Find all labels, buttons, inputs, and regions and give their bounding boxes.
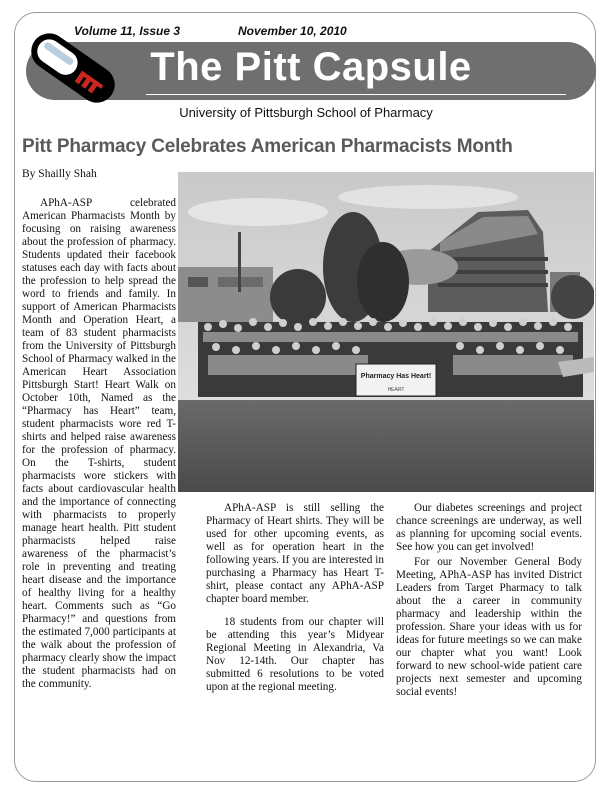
group-photo <box>178 172 594 492</box>
column-2 <box>206 502 384 694</box>
article-headline: Pitt Pharmacy Celebrates American Pharmacists Month <box>22 136 513 157</box>
article-paragraph: 18 students from our chapter will be attending this year’s Midyear Regional Meeting in Alexandria, Va Nov 12-14th. Our chapter has submitted 6 resolutions to be voted upon at the regional meeting. <box>206 616 384 693</box>
volume-issue: Volume 11, Issue 3 <box>74 24 181 38</box>
column-1 <box>22 197 176 691</box>
column-3 <box>396 502 582 699</box>
article-byline: By Shailly Shah <box>22 168 97 180</box>
newsletter-title: The Pitt Capsule <box>150 45 472 89</box>
article-paragraph: APhA-ASP is still selling the Pharmacy of Heart shirts. They will be used for other upcoming events, as well as for operation heart in the following years. If you are interested in purchasing a Pharmacy has Heart T-shirt, please contact any APhA-ASP chapter board member. <box>206 502 384 605</box>
photo-banner-text: Pharmacy Has Heart! <box>360 373 432 380</box>
masthead-subtitle: University of Pittsburgh School of Pharmacy <box>179 105 433 120</box>
masthead-rule <box>146 94 566 95</box>
article-paragraph: APhA-ASP celebrated American Pharmacists Month by focusing on raising awareness about the profession of pharmacy. Students updated their facebook statuses each day with facts about the profession to help spread the word to friends and family. In support of American Pharmacists Month and Operation Heart, a team of 83 student pharmacists from the University of Pittsburgh School of Pharmacy walked in the American Heart Association Pittsburgh Start! Heart Walk on October 10th, Named as the “Pharmacy has Heart” team, student pharmacists wore red T-shirts and helped raise awareness for the profession of pharmacy. On the T-shirts, student pharmacists wore stickers with facts about cardiovascular health and the importance of connecting with pharmacists to properly manage heart health. Pitt student pharmacists helped raise awareness of the pharmacist’s role in preventing and treating heart disease and the importance of healthy living for a healthy heart. Comments such as “Go Pharmacy!” and questions from the estimated 7,000 participants at the walk about the profession of pharmacy clearly show the impact the student pharmacists had on the community. <box>22 197 176 690</box>
issue-date: November 10, 2010 <box>238 24 347 38</box>
article-paragraph: For our November General Body Meeting, APhA-ASP has invited District Leaders from Target Pharmacy to talk about the a career in community pharmacy and leadership within the profession. Share your ideas with us for ideas for future meetings so we can make our chapter what you want! Look forward to new school-wide patient care projects next semester and upcoming social events! <box>396 556 582 698</box>
capsule-logo-icon <box>18 26 128 110</box>
photo-banner-small: HEART <box>387 387 405 393</box>
article-paragraph: Our diabetes screenings and project chance screenings are underway, as well as planning for upcoming social events. See how you can get involved! <box>396 502 582 553</box>
